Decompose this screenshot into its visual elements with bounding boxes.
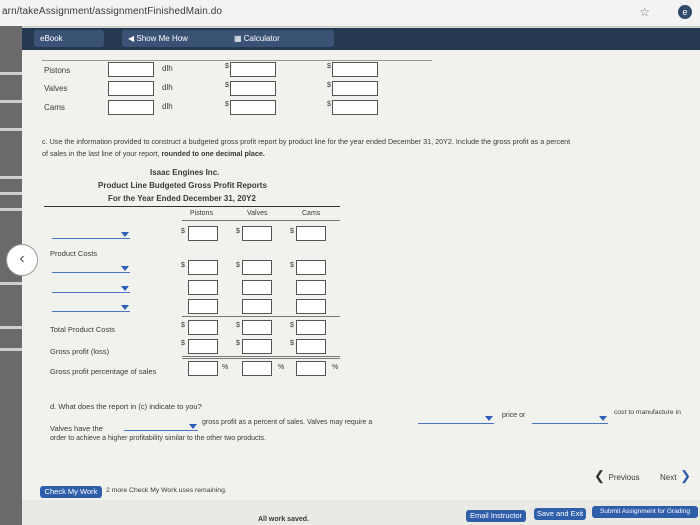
chevron-right-icon: ❯: [676, 468, 691, 483]
gross-profit-pct-label: Gross profit percentage of sales: [50, 367, 157, 376]
currency-symbol: $: [327, 101, 331, 108]
column-header-cams: Cams: [302, 210, 321, 217]
part-c-instruction-line2: [42, 149, 265, 158]
bookmark-star-icon[interactable]: ☆: [639, 5, 650, 19]
cams-rate-input[interactable]: [230, 100, 276, 115]
browser-address-bar[interactable]: [0, 0, 700, 27]
column-header-rule: [182, 220, 340, 221]
divider: [42, 60, 432, 61]
row-label-pistons: Pistons: [44, 66, 71, 75]
column-header-valves: Valves: [247, 210, 268, 217]
sidebar-stripe: [0, 208, 22, 211]
show-me-how-label: Show Me How: [136, 34, 188, 43]
check-remaining-text: 2 more Check My Work uses remaining.: [106, 487, 227, 494]
sidebar-stripe: [0, 72, 22, 75]
chevron-down-icon: [485, 416, 493, 421]
currency-symbol: $: [225, 101, 229, 108]
product-costs-label: Product Costs: [50, 249, 98, 258]
instruction-bold: rounded to one decimal place.: [161, 149, 265, 158]
cost-line-2-dropdown[interactable]: [52, 281, 130, 293]
currency-symbol: $: [236, 228, 240, 235]
gross-profit-label: Gross profit (loss): [50, 347, 110, 356]
company-name: Isaac Engines Inc.: [150, 168, 220, 177]
currency-symbol: $: [290, 262, 294, 269]
currency-symbol: $: [181, 322, 185, 329]
subtotal-rule: [182, 316, 340, 317]
sidebar-stripe: [0, 128, 22, 131]
cost2-pistons-input[interactable]: [188, 280, 218, 295]
valves-gross-profit-dropdown[interactable]: [124, 419, 198, 431]
currency-symbol: $: [290, 322, 294, 329]
currency-symbol: $: [225, 82, 229, 89]
row-label-cams: Cams: [44, 103, 65, 112]
unit-dlh: dlh: [162, 102, 173, 111]
double-rule-top: [182, 356, 340, 357]
main-content: [19, 50, 700, 500]
unit-dlh: dlh: [162, 64, 173, 73]
cost1-valves-input[interactable]: [242, 260, 272, 275]
submit-assignment-button[interactable]: Submit Assignment for Grading: [592, 506, 698, 518]
total-pistons-input[interactable]: [188, 320, 218, 335]
show-me-how-button[interactable]: [122, 30, 232, 47]
pct-valves-input[interactable]: [242, 361, 272, 376]
cost2-cams-input[interactable]: [296, 280, 326, 295]
cost3-cams-input[interactable]: [296, 299, 326, 314]
sidebar-stripe: [0, 176, 22, 179]
currency-symbol: $: [327, 63, 331, 70]
line1-pistons-input[interactable]: [188, 226, 218, 241]
currency-symbol: $: [225, 63, 229, 70]
gross-profit-valves-input[interactable]: [242, 339, 272, 354]
assignment-toolbar: [22, 28, 700, 50]
cost1-cams-input[interactable]: [296, 260, 326, 275]
double-rule-bottom: [182, 358, 340, 359]
previous-label: Previous: [608, 473, 640, 482]
chevron-down-icon: [121, 232, 129, 237]
gross-profit-pistons-input[interactable]: [188, 339, 218, 354]
footer-bar: [22, 500, 700, 525]
sidebar-stripe: [0, 282, 22, 285]
previous-button[interactable]: [594, 468, 640, 484]
pistons-dlh-input[interactable]: [108, 62, 154, 77]
pct-cams-input[interactable]: [296, 361, 326, 376]
save-and-exit-button[interactable]: Save and Exit: [534, 508, 586, 520]
part-d-sentence-start: Valves have the: [50, 424, 103, 433]
back-arrow-icon[interactable]: ‹: [6, 244, 38, 276]
report-period: For the Year Ended December 31, 20Y2: [108, 194, 256, 203]
cost3-pistons-input[interactable]: [188, 299, 218, 314]
cost-to-manufacture-text: cost to manufacture in: [614, 409, 681, 416]
line1-valves-input[interactable]: [242, 226, 272, 241]
email-instructor-button[interactable]: Email Instructor: [466, 510, 526, 522]
percent-symbol: %: [332, 364, 339, 371]
cost1-pistons-input[interactable]: [188, 260, 218, 275]
cost-line-1-dropdown[interactable]: [52, 261, 130, 273]
chevron-down-icon: [189, 424, 197, 429]
report-header-rule: [44, 206, 340, 207]
valves-dlh-input[interactable]: [108, 81, 154, 96]
part-d-sentence-end: order to achieve a higher profitability similar to the other two products.: [50, 435, 266, 442]
currency-symbol: $: [290, 228, 294, 235]
currency-symbol: $: [327, 82, 331, 89]
column-header-pistons: Pistons: [190, 210, 213, 217]
unit-dlh: dlh: [162, 83, 173, 92]
currency-symbol: $: [236, 322, 240, 329]
sidebar-stripe: [0, 100, 22, 103]
cost-dropdown[interactable]: [532, 412, 608, 424]
line1-cams-input[interactable]: [296, 226, 326, 241]
total-valves-input[interactable]: [242, 320, 272, 335]
price-or-text: price or: [502, 412, 526, 419]
currency-symbol: $: [236, 340, 240, 347]
currency-symbol: $: [181, 262, 185, 269]
part-d-question: d. What does the report in (c) indicate to you?: [50, 402, 202, 411]
chevron-down-icon: [599, 416, 607, 421]
chevron-down-icon: [121, 286, 129, 291]
gross-profit-cams-input[interactable]: [296, 339, 326, 354]
ebook-button[interactable]: eBook: [34, 30, 104, 47]
next-label: Next: [660, 473, 677, 482]
cost3-valves-input[interactable]: [242, 299, 272, 314]
pistons-total-input[interactable]: [332, 62, 378, 77]
play-icon: ◀: [128, 34, 137, 43]
percent-symbol: %: [222, 364, 229, 371]
cost2-valves-input[interactable]: [242, 280, 272, 295]
valves-rate-input[interactable]: [230, 81, 276, 96]
valves-total-input[interactable]: [332, 81, 378, 96]
chevron-left-icon: ❮: [594, 468, 609, 483]
chevron-down-icon: [121, 305, 129, 310]
calculator-icon: ▦: [234, 34, 244, 43]
total-cams-input[interactable]: [296, 320, 326, 335]
cams-total-input[interactable]: [332, 100, 378, 115]
cams-dlh-input[interactable]: [108, 100, 154, 115]
total-product-costs-label: Total Product Costs: [50, 325, 116, 334]
account-icon[interactable]: e: [678, 5, 692, 19]
report-title: Product Line Budgeted Gross Profit Reports: [98, 181, 267, 190]
saved-status: All work saved.: [258, 516, 309, 523]
next-button[interactable]: [660, 468, 691, 484]
currency-symbol: $: [181, 340, 185, 347]
check-my-work-button[interactable]: Check My Work: [40, 486, 102, 498]
chevron-down-icon: [121, 266, 129, 271]
url-text[interactable]: arn/takeAssignment/assignmentFinishedMain.do: [2, 6, 223, 17]
currency-symbol: $: [290, 340, 294, 347]
calculator-label: Calculator: [243, 34, 280, 43]
currency-symbol: $: [236, 262, 240, 269]
pistons-rate-input[interactable]: [230, 62, 276, 77]
percent-symbol: %: [278, 364, 285, 371]
sidebar-stripe: [0, 192, 22, 195]
cost-line-3-dropdown[interactable]: [52, 300, 130, 312]
part-c-instruction: c. Use the information provided to construct a budgeted gross profit report by product line for the year ended December 31, 20Y2. Include the gross profit as a percent: [42, 137, 571, 146]
sidebar-stripe: [0, 348, 22, 351]
report-line-1-dropdown[interactable]: [52, 227, 130, 239]
pct-pistons-input[interactable]: [188, 361, 218, 376]
part-d-sentence-mid: gross profit as a percent of sales. Valves may require a: [202, 419, 373, 426]
price-dropdown[interactable]: [418, 412, 494, 424]
calculator-button[interactable]: [228, 30, 334, 47]
instruction-text: of sales in the last line of your report,: [42, 149, 160, 158]
currency-symbol: $: [181, 228, 185, 235]
row-label-valves: Valves: [44, 84, 68, 93]
sidebar-stripe: [0, 326, 22, 329]
